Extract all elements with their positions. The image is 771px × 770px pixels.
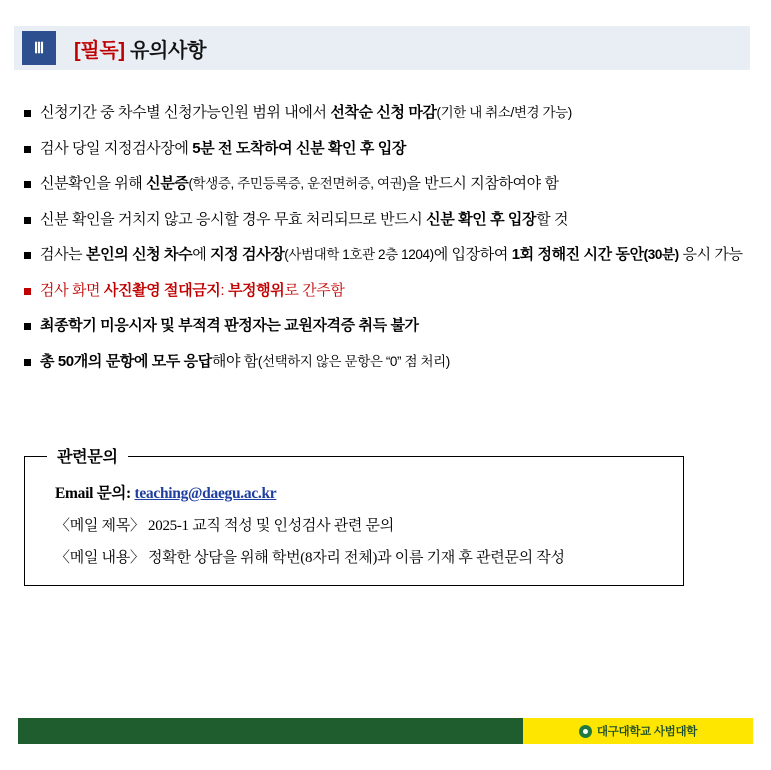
notice-exam-location-part-4: (사범대학 1호관 2층 1204) bbox=[284, 247, 434, 262]
notice-invalid-without-id-part-1: 신분 확인 후 입장 bbox=[426, 210, 537, 228]
notice-no-photo-part-0: 검사 화면 bbox=[40, 281, 104, 299]
section-header bbox=[14, 26, 750, 70]
notice-no-photo-part-2: : bbox=[220, 281, 228, 299]
notice-id-card-part-0: 신분확인을 위해 bbox=[40, 175, 147, 192]
notice-answer-all bbox=[40, 351, 750, 374]
contact-body bbox=[25, 457, 683, 567]
notice-id-card-part-3: 을 반드시 지참하여야 함 bbox=[406, 175, 559, 192]
university-emblem-icon bbox=[579, 725, 592, 738]
notice-apply-deadline-part-2: (기한 내 취소/변경 가능) bbox=[436, 105, 572, 120]
list-item bbox=[24, 102, 750, 125]
section-title-emphasis: [필독] bbox=[74, 39, 125, 62]
square-bullet-icon bbox=[24, 252, 31, 259]
notice-no-photo-part-3: 부정행위 bbox=[227, 281, 285, 299]
notice-apply-deadline-part-0: 신청기간 중 차수별 신청가능인원 범위 내에서 bbox=[40, 104, 331, 121]
notice-list bbox=[24, 102, 750, 386]
contact-email-line bbox=[55, 481, 683, 503]
square-bullet-icon bbox=[24, 181, 31, 188]
notice-id-card bbox=[40, 173, 750, 196]
contact-body-line: 〈메일 내용〉 정확한 상담을 위해 학번(8자리 전체)과 이름 기재 후 관련문의 작성 bbox=[55, 550, 565, 566]
list-item bbox=[24, 173, 750, 196]
list-item bbox=[24, 209, 750, 232]
list-item bbox=[24, 315, 750, 338]
notice-no-photo-part-1: 사진촬영 절대금지 bbox=[103, 281, 221, 299]
notice-arrival-time-part-1: 5분 전 도착하여 신분 확인 후 입장 bbox=[192, 139, 406, 157]
contact-box-legend: 관련문의 bbox=[47, 444, 128, 467]
notice-no-photo-part-4: 로 간주함 bbox=[284, 281, 345, 299]
list-item bbox=[24, 280, 750, 303]
square-bullet-icon bbox=[24, 359, 31, 366]
footer bbox=[18, 718, 753, 744]
notice-invalid-without-id-part-0: 신분 확인을 거치지 않고 응시할 경우 무효 처리되므로 반드시 bbox=[40, 210, 427, 228]
footer-logo-text: 대구대학교 사범대학 bbox=[596, 726, 698, 738]
section-title-rest: 유의사항 bbox=[124, 39, 207, 62]
notice-license-restriction-part-0: 최종학기 미응시자 및 부적격 판정자는 교원자격증 취득 불가 bbox=[40, 317, 419, 334]
contact-email-link[interactable]: teaching@daegu.ac.kr bbox=[134, 485, 277, 502]
list-item bbox=[24, 138, 750, 161]
notice-exam-location-part-6: 1회 정해진 시간 동안 bbox=[511, 246, 644, 263]
notice-answer-all-part-0: 총 50개의 문항에 모두 응답 bbox=[40, 352, 212, 370]
square-bullet-icon bbox=[24, 288, 31, 295]
notice-exam-location-part-1: 본인의 신청 차수 bbox=[86, 246, 193, 263]
notice-no-photo bbox=[40, 280, 750, 303]
notice-apply-deadline bbox=[40, 102, 750, 125]
notice-exam-location-part-8: 응시 가능 bbox=[678, 246, 743, 263]
list-item bbox=[24, 244, 750, 267]
notice-exam-location-part-5: 에 입장하여 bbox=[433, 246, 512, 263]
contact-box bbox=[24, 449, 684, 586]
square-bullet-icon bbox=[24, 110, 31, 117]
notice-apply-deadline-part-1: 선착순 신청 마감 bbox=[330, 104, 437, 121]
notice-answer-all-part-2: (선택하지 않은 문항은 “0” 점 처리) bbox=[257, 353, 450, 369]
contact-subject-line: 〈메일 제목〉 2025-1 교직 적성 및 인성검사 관련 문의 bbox=[55, 518, 394, 534]
notice-invalid-without-id bbox=[40, 209, 750, 232]
list-item bbox=[24, 351, 750, 374]
notice-exam-location-part-7: (30분) bbox=[643, 247, 679, 262]
square-bullet-icon bbox=[24, 323, 31, 330]
footer-yellow-bar bbox=[523, 718, 753, 744]
square-bullet-icon bbox=[24, 217, 31, 224]
notice-id-card-part-2: (학생증, 주민등록증, 운전면허증, 여권) bbox=[188, 176, 407, 191]
footer-green-bar bbox=[18, 718, 523, 744]
notice-arrival-time-part-0: 검사 당일 지정검사장에 bbox=[40, 139, 193, 157]
notice-exam-location bbox=[40, 244, 750, 267]
contact-email-label: Email 문의: bbox=[55, 485, 135, 502]
footer-logo bbox=[579, 723, 697, 739]
notice-exam-location-part-0: 검사는 bbox=[40, 246, 87, 263]
notice-invalid-without-id-part-2: 할 것 bbox=[536, 210, 569, 228]
notice-license-restriction bbox=[40, 315, 750, 338]
notice-exam-location-part-3: 지정 검사장 bbox=[210, 246, 285, 263]
square-bullet-icon bbox=[24, 146, 31, 153]
notice-arrival-time bbox=[40, 138, 750, 161]
section-number-badge: Ⅲ bbox=[22, 31, 56, 65]
page-title bbox=[74, 34, 206, 63]
notice-exam-location-part-2: 에 bbox=[192, 246, 211, 263]
notice-answer-all-part-1: 해야 함 bbox=[211, 352, 258, 370]
notice-id-card-part-1: 신분증 bbox=[146, 175, 189, 192]
